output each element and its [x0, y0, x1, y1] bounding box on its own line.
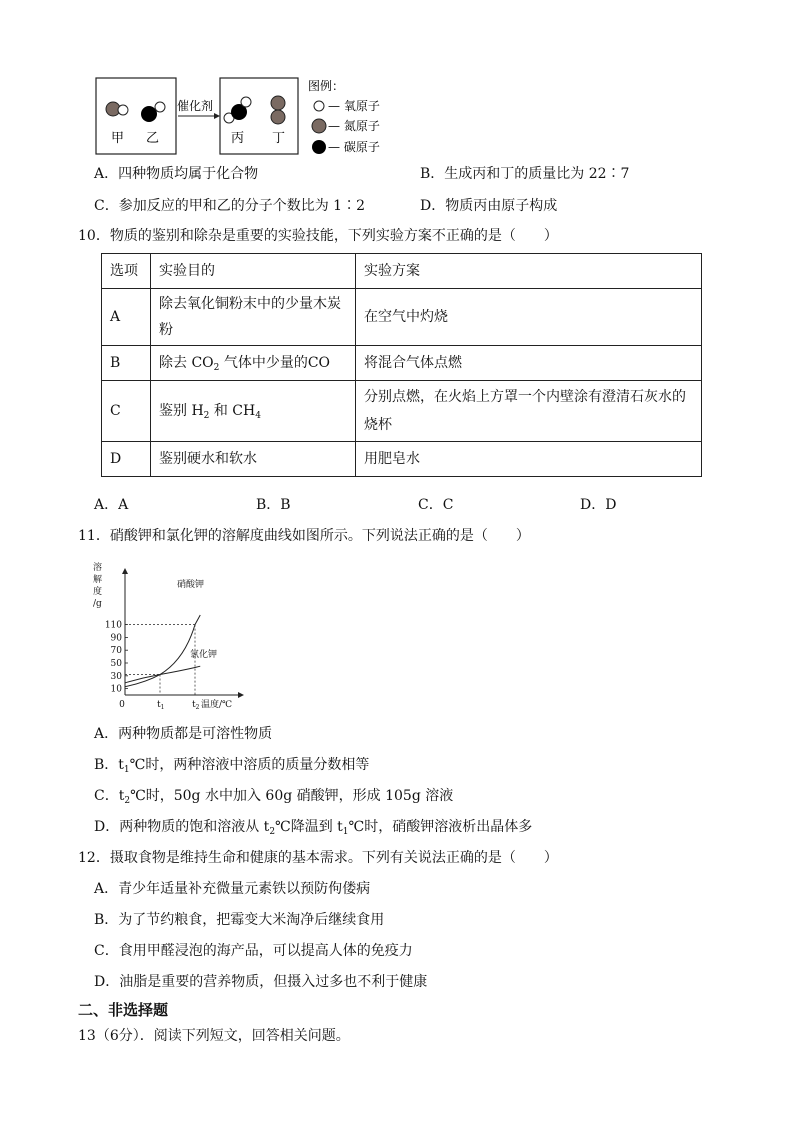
q12-option-d: D．油脂是重要的营养物质，但摄入过多也不利于健康 — [94, 974, 428, 990]
table-row — [102, 442, 702, 477]
kcl-curve — [125, 666, 200, 683]
label-jia: 甲 — [111, 131, 125, 146]
y-axis-label: /g — [93, 599, 102, 609]
series-label-kcl: 氯化钾 — [190, 650, 218, 660]
q9-option-a: A．四种物质均属于化合物 — [94, 166, 259, 182]
table-row — [102, 346, 702, 381]
q9-option-b: B．生成丙和丁的质量比为 22∶7 — [420, 166, 630, 182]
chart-lines — [125, 615, 200, 695]
q12-stem: 12．摄取食物是维持生命和健康的基本需求。下列有关说法正确的是（ ） — [78, 850, 558, 866]
row-b-option: B — [102, 346, 151, 381]
row-d-option: D — [102, 442, 151, 477]
table-header-row — [102, 254, 702, 289]
experiment-table — [101, 253, 702, 477]
molecule-ding-nitrogen-1 — [271, 96, 285, 110]
row-b-goal: 除去 $CO_2$ 气体中少量的CO — [151, 346, 356, 381]
q11-option-d: D．两种物质的饱和溶液从 $t_2℃$降温到 $t_1℃$时，硝酸钾溶液析出晶体多 — [94, 819, 533, 837]
header-plan: 实验方案 — [356, 254, 702, 289]
row-a-goal: 除去氧化铜粉末中的少量木炭粉 — [151, 289, 356, 346]
q10-option-b: B．B — [256, 497, 291, 513]
molecule-jia-oxygen — [118, 105, 128, 115]
y-tick-label: 70 — [110, 646, 122, 657]
legend-carbon-icon — [312, 140, 326, 154]
row-b-plan: 将混合气体点燃 — [356, 346, 702, 381]
reactants-box — [96, 78, 176, 154]
q11-option-c: C．$t_2℃$时，50g 水中加入 60g 硝酸钾，形成 105g 溶液 — [94, 788, 454, 806]
x-tick-label: 0 — [119, 700, 125, 710]
q10-option-d: D．D — [580, 497, 617, 513]
label-ding: 丁 — [272, 131, 286, 146]
reaction-diagram — [90, 72, 400, 162]
chart-ticks — [105, 621, 200, 711]
x-axis-label: 温度/℃ — [201, 700, 233, 710]
legend-oxygen-label: — 氧原子 — [328, 99, 380, 113]
y-tick-label: 50 — [110, 659, 122, 669]
x-axis-arrow — [238, 692, 244, 698]
q9-option-c: C．参加反应的甲和乙的分子个数比为 1∶2 — [94, 198, 365, 214]
molecule-yi-carbon — [141, 106, 157, 122]
legend-nitrogen-icon — [312, 119, 326, 133]
row-d-plan: 用肥皂水 — [356, 442, 702, 477]
series-label-kno3: 硝酸钾 — [177, 580, 205, 590]
label-bing: 丙 — [231, 131, 245, 146]
y-axis-label: 溶 — [93, 563, 103, 573]
header-option: 选项 — [102, 254, 151, 289]
q12-option-a: A．青少年适量补充微量元素铁以预防佝偻病 — [94, 881, 371, 897]
q10-option-a: A．A — [94, 497, 129, 513]
solubility-chart — [88, 560, 258, 715]
row-a-option: A — [102, 289, 151, 346]
legend-oxygen-icon — [314, 101, 324, 111]
legend-nitrogen-label: — 氮原子 — [328, 119, 380, 133]
q12-option-c: C．食用甲醛浸泡的海产品，可以提高人体的免疫力 — [94, 943, 413, 959]
y-tick-label: 110 — [104, 620, 122, 631]
q11-option-b: B．$t_1℃$时，两种溶液中溶质的质量分数相等 — [94, 757, 370, 775]
q11-stem: 11．硝酸钾和氯化钾的溶解度曲线如图所示。下列说法正确的是（ ） — [78, 528, 530, 544]
molecule-bing-oxygen-2 — [241, 97, 251, 107]
catalyst-label: 催化剂 — [177, 99, 214, 113]
section-title: 二、非选择题 — [78, 1001, 169, 1019]
table-row — [102, 381, 702, 442]
header-goal: 实验目的 — [151, 254, 356, 289]
q10-option-c: C．C — [418, 497, 454, 513]
row-d-goal: 鉴别硬水和软水 — [151, 442, 356, 477]
q10-stem: 10．物质的鉴别和除杂是重要的实验技能，下列实验方案不正确的是（ ） — [78, 228, 558, 244]
y-tick-label: 90 — [110, 633, 122, 644]
q11-option-a: A．两种物质都是可溶性物质 — [94, 726, 273, 742]
y-tick-label: 30 — [110, 671, 122, 682]
row-c-goal: 鉴别 $H_2$ 和 $CH_4$ — [151, 381, 356, 442]
label-yi: 乙 — [146, 131, 160, 146]
q9-option-d: D．物质丙由原子构成 — [420, 198, 558, 214]
x-tick-label: $t_1$ — [157, 700, 165, 711]
y-axis-label: 解 — [93, 575, 103, 585]
legend-carbon-label: — 碳原子 — [328, 140, 380, 154]
kno3-curve — [125, 615, 200, 687]
row-a-plan: 在空气中灼烧 — [356, 289, 702, 346]
molecule-ding-nitrogen-2 — [271, 110, 285, 124]
legend-title: 图例： — [308, 79, 345, 93]
q13-stem: 13（6分）．阅读下列短文，回答相关问题。 — [78, 1028, 350, 1044]
y-tick-label: 10 — [110, 684, 122, 695]
reaction-arrowhead — [214, 113, 220, 119]
table-row — [102, 289, 702, 346]
y-axis-arrow — [122, 568, 128, 574]
y-axis-label: 度 — [93, 587, 103, 597]
x-tick-label: $t_2$ — [192, 700, 200, 711]
row-c-option: C — [102, 381, 151, 442]
q12-option-b: B．为了节约粮食，把霉变大米淘净后继续食用 — [94, 912, 385, 928]
row-c-plan: 分别点燃，在火焰上方罩一个内壁涂有澄清石灰水的烧杯 — [356, 381, 702, 442]
molecule-yi-oxygen — [155, 102, 165, 112]
